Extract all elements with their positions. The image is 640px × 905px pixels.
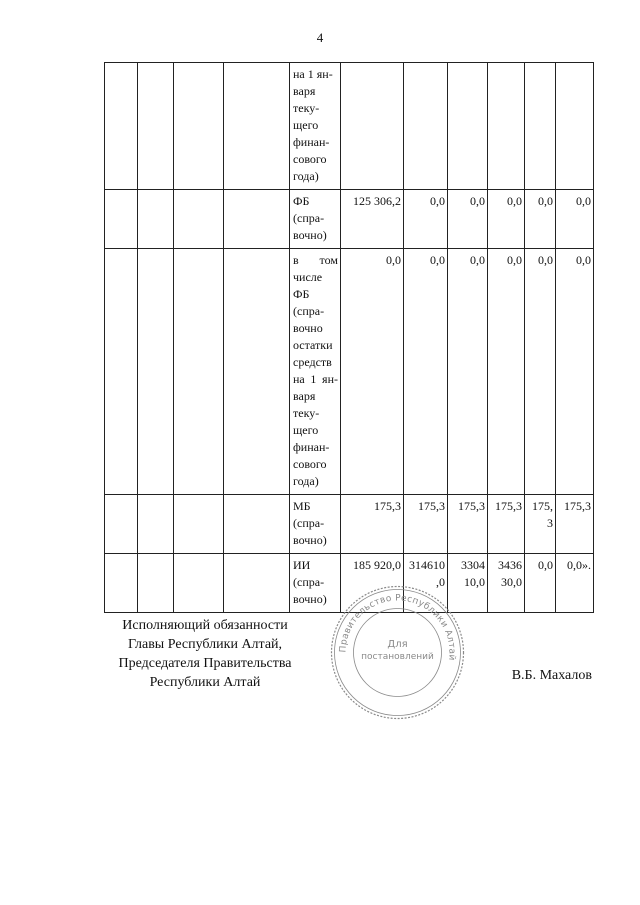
page-number: 4 [316,30,324,45]
value-cell: 185 920,0 [341,554,404,613]
signature-line: Исполняющий обязанности [122,618,288,633]
signature-line: Председателя Правительства [118,656,292,671]
value-cell: 3304 10,0 [448,554,488,613]
svg-text:Правительство Республики Алтай [338,593,456,660]
value-cell [448,63,488,190]
value-cell: 175,3 [404,495,448,554]
value-cell: 0,0 [341,249,404,495]
value-cell [525,63,556,190]
row-label: на 1 ян- варя теку- щего финан- сового года) [290,63,341,190]
value-cell: 314610 ,0 [404,554,448,613]
empty-cell [224,190,290,249]
value-cell: 0,0 [488,190,525,249]
row-label: ФБ (спра- вочно) [290,190,341,249]
empty-cell [224,495,290,554]
official-stamp [330,585,465,720]
empty-cell [174,495,224,554]
stamp-ring-text: Правительство Республики Алтай [338,593,457,661]
value-cell: 0,0 [404,190,448,249]
row-label: ИИ (спра- вочно) [290,554,341,613]
value-cell: 0,0». [556,554,594,613]
table-row [105,495,594,554]
value-cell: 0,0 [404,249,448,495]
empty-cell [174,249,224,495]
value-cell: 125 306,2 [341,190,404,249]
empty-cell [138,249,174,495]
value-cell [488,63,525,190]
value-cell: 0,0 [448,249,488,495]
empty-cell [138,495,174,554]
empty-cell [224,554,290,613]
signature-line: Республики Алтай [149,675,261,690]
empty-cell [105,63,138,190]
value-cell: 3436 30,0 [488,554,525,613]
empty-cell [138,554,174,613]
empty-cell [224,63,290,190]
table-row [105,190,594,249]
value-cell: 175,3 [341,495,404,554]
value-cell: 175,3 [448,495,488,554]
row-label: в том числе ФБ (спра-вочно остатки средств на 1 ян-варя теку-щего финан-сового года) [290,249,341,495]
signatory-name: В.Б. Махалов [511,668,592,683]
empty-cell [174,63,224,190]
empty-cell [138,63,174,190]
value-cell: 175,3 [488,495,525,554]
value-cell: 175,3 [556,495,594,554]
value-cell: 0,0 [556,249,594,495]
stamp-center-line2: постановлений [361,652,434,662]
value-cell [341,63,404,190]
value-cell [556,63,594,190]
empty-cell [174,190,224,249]
empty-cell [174,554,224,613]
value-cell: 0,0 [525,249,556,495]
value-cell: 0,0 [448,190,488,249]
signature-line: Главы Республики Алтай, [127,637,283,652]
table-row [105,63,594,190]
empty-cell [105,495,138,554]
empty-cell [138,190,174,249]
empty-cell [105,554,138,613]
signature-block [100,616,310,692]
empty-cell [105,249,138,495]
value-cell: 0,0 [556,190,594,249]
value-cell: 0,0 [525,190,556,249]
value-cell: 0,0 [525,554,556,613]
value-cell: 0,0 [488,249,525,495]
empty-cell [105,190,138,249]
value-cell: 175, 3 [525,495,556,554]
value-cell [404,63,448,190]
budget-table [104,62,594,613]
row-label: МБ (спра- вочно) [290,495,341,554]
empty-cell [224,249,290,495]
table-row [105,249,594,495]
stamp-center-line1: Для [387,639,408,650]
